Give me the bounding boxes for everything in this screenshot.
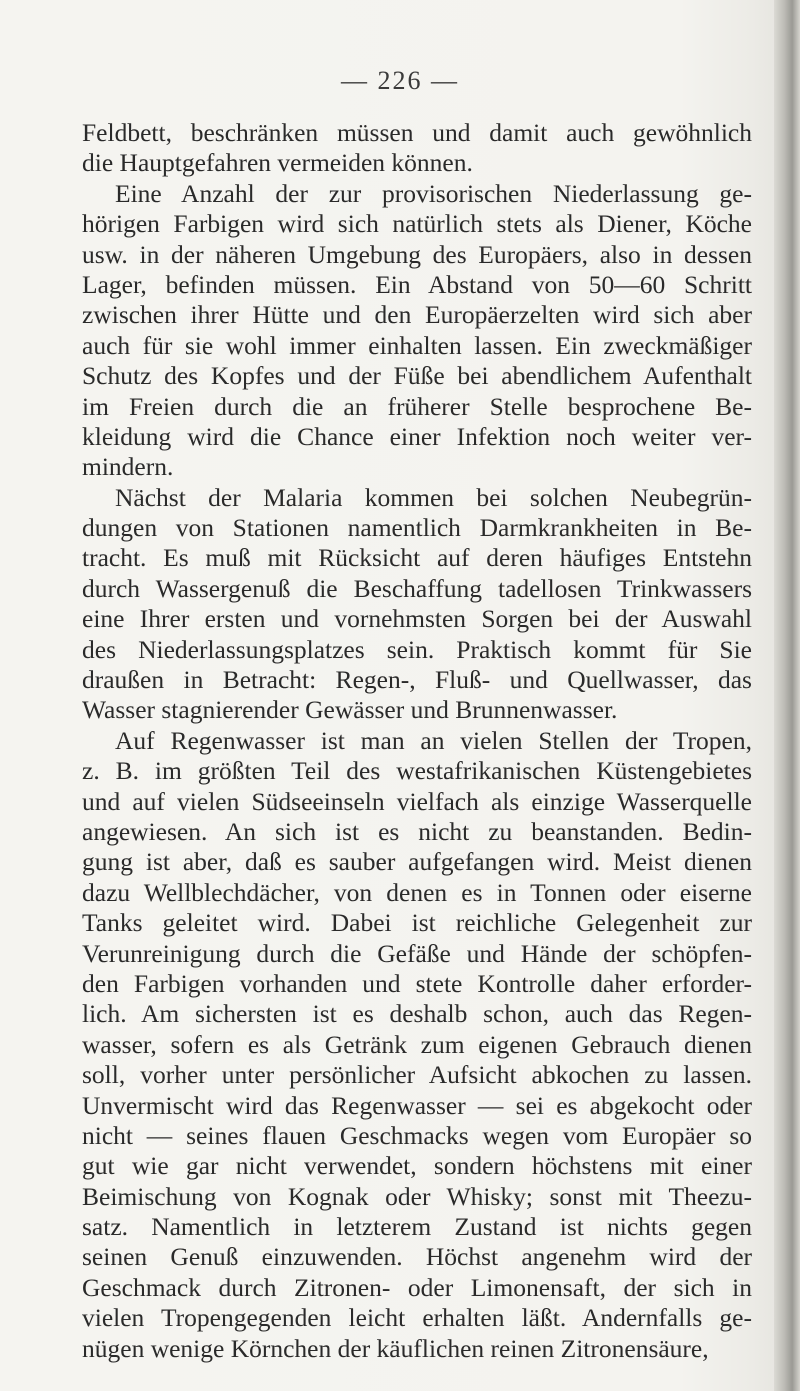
text-line: Feldbett, beschränken müssen und damit auch gewöhnlich <box>82 118 752 147</box>
page-number: — 226 — <box>341 66 459 95</box>
text-line: Tanks geleitet wird. Dabei ist reichliche Gelegenheit zur <box>82 908 752 938</box>
page-binding-edge <box>774 0 800 1391</box>
text-line: im Freien durch die an früherer Stelle besprochene Be- <box>82 391 752 421</box>
text-line: gung ist aber, daß es sauber aufgefangen wird. Meist dienen <box>82 847 752 877</box>
text-line: Schutz des Kopfes und der Füße bei abendlichem Aufenthalt <box>82 361 752 391</box>
text-line: Unvermischt wird das Regenwasser — sei es abgekocht oder <box>82 1090 752 1120</box>
text-line: und auf vielen Südseeinseln vielfach als einzige Wasserquelle <box>82 786 752 816</box>
text-line: nügen wenige Körnchen der käuflichen reinen Zitronensäure, <box>82 1333 709 1363</box>
text-line: nicht — seines flauen Geschmacks wegen vom Europäer so <box>82 1120 752 1150</box>
text-line: dazu Wellblechdächer, von denen es in Tonnen oder eiserne <box>82 877 752 907</box>
text-line: angewiesen. An sich ist es nicht zu beanstanden. Bedin- <box>82 816 752 846</box>
text-line: z. B. im größten Teil des westafrikanischen Küstengebietes <box>82 756 752 786</box>
text-line: Wasser stagnierender Gewässer und Brunnenwasser. <box>82 695 618 725</box>
text-line: Nächst der Malaria kommen bei solchen Neubegrün- <box>115 482 752 512</box>
text-line: satz. Namentlich in letzterem Zustand ist nichts gegen <box>82 1212 752 1242</box>
text-line: eine Ihrer ersten und vornehmsten Sorgen bei der Auswahl <box>82 604 752 634</box>
text-line: zwischen ihrer Hütte und den Europäerzelten wird sich aber <box>82 300 752 330</box>
text-line: mindern. <box>82 452 174 482</box>
text-line: den Farbigen vorhanden und stete Kontrolle daher erforder- <box>82 968 752 998</box>
text-line: Beimischung von Kognak oder Whisky; sonst mit Theezu- <box>82 1181 752 1211</box>
text-line: kleidung wird die Chance einer Infektion noch weiter ver- <box>82 421 752 451</box>
text-line: Auf Regenwasser ist man an vielen Stellen der Tropen, <box>115 725 752 755</box>
text-line: des Niederlassungsplatzes sein. Praktisch kommt für Sie <box>82 634 752 664</box>
text-line: seinen Genuß einzuwenden. Höchst angenehm wird der <box>82 1242 752 1272</box>
text-line: dungen von Stationen namentlich Darmkrankheiten in Be- <box>82 513 752 543</box>
text-line: hörigen Farbigen wird sich natürlich stets als Diener, Köche <box>82 209 752 239</box>
text-line: auch für sie wohl immer einhalten lassen. Ein zweckmäßiger <box>82 330 752 360</box>
text-line: Lager, befinden müssen. Ein Abstand von 50—60 Schritt <box>82 269 752 299</box>
text-line: draußen in Betracht: Regen-, Fluß- und Quellwasser, das <box>82 665 752 695</box>
text-line: vielen Tropengegenden leicht erhalten läßt. Andernfalls ge- <box>82 1303 752 1333</box>
text-line: gut wie gar nicht verwendet, sondern höchstens mit einer <box>82 1151 752 1181</box>
text-line: durch Wassergenuß die Beschaffung tadellosen Trinkwassers <box>82 573 752 603</box>
text-line: Eine Anzahl der zur provisorischen Niederlassung ge- <box>115 178 752 208</box>
text-line: lich. Am sichersten ist es deshalb schon, auch das Regen- <box>82 999 752 1029</box>
text-line: soll, vorher unter persönlicher Aufsicht abkochen zu lassen. <box>82 1060 752 1090</box>
text-line: tracht. Es muß mit Rücksicht auf deren häufiges Entstehn <box>82 543 752 573</box>
text-line: Verunreinigung durch die Gefäße und Hände der schöpfen- <box>82 938 752 968</box>
text-line: wasser, sofern es als Getränk zum eigenen Gebrauch dienen <box>82 1029 752 1059</box>
text-line: usw. in der näheren Umgebung des Europäers, also in dessen <box>82 239 752 269</box>
text-line: die Hauptgefahren vermeiden können. <box>82 148 473 178</box>
body-text <box>82 118 752 1364</box>
text-line: Geschmack durch Zitronen- oder Limonensaft, der sich in <box>82 1272 752 1302</box>
